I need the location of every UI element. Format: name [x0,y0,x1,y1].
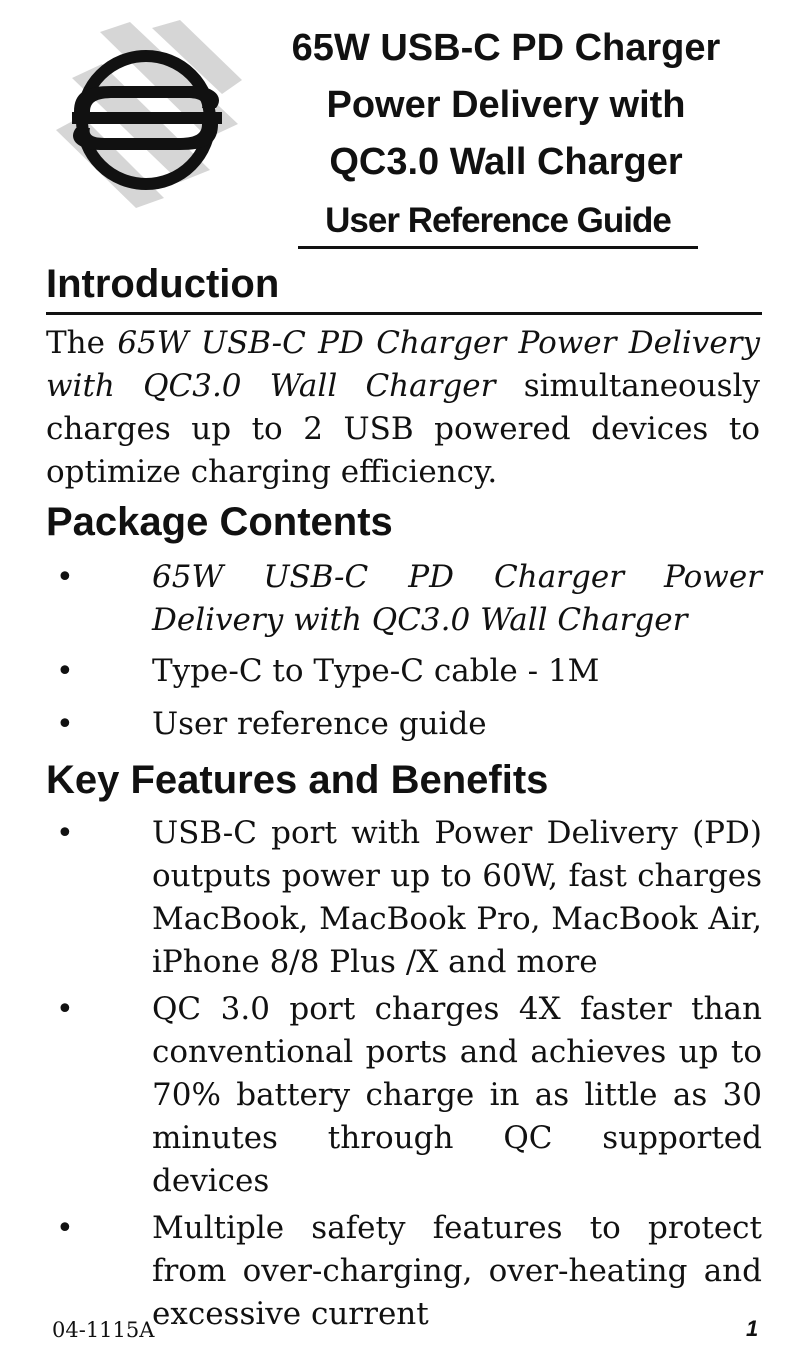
bullet-icon: • [56,560,74,595]
page-number: 1 [746,1316,759,1341]
package-item-text: Type-C to Type-C cable - 1M [152,653,600,689]
list-item [46,556,762,642]
feature-item-text: Multiple safety features to protect from over-charging, over-heating and excessive current [152,1210,762,1332]
bullet-icon: • [56,707,74,742]
title-line-3: QC3.0 Wall Charger [329,141,683,183]
package-contents-list [46,556,762,756]
package-contents-heading: Package Contents [46,500,393,544]
feature-item-text: QC 3.0 port charges 4X faster than conventional ports and achieves up to 70% battery charge in as little as 30 minutes through QC supported devices [152,991,762,1199]
document-title [246,20,766,191]
bullet-icon: • [56,992,74,1027]
list-item [46,703,762,746]
key-features-heading: Key Features and Benefits [46,758,549,802]
introduction-text [46,322,760,494]
introduction-divider [46,312,762,315]
list-item [46,1207,762,1336]
list-item [46,650,762,693]
list-item [46,812,762,984]
logo-bar [72,112,222,124]
brand-logo [52,20,242,210]
intro-product-name: 65W USB-C PD Charger Power Delivery with QC3.0 Wall Charger [46,325,761,404]
title-line-2: Power Delivery with [326,84,686,126]
document-code: 04-1115A [52,1318,155,1342]
bullet-icon: • [56,1211,74,1246]
package-item-text: User reference guide [152,706,487,742]
package-item-text: 65W USB-C PD Charger Power Delivery with QC3.0 Wall Charger [152,559,762,638]
key-features-list [46,812,762,1346]
introduction-heading: Introduction [46,262,280,306]
title-line-1: 65W USB-C PD Charger [291,27,721,69]
intro-suffix: simultaneously charges up to 2 USB powered devices to optimize charging efficiency. [46,368,761,490]
intro-prefix: The [46,325,118,361]
document-subtitle: User Reference Guide [298,196,698,249]
bullet-icon: • [56,654,74,689]
list-item [46,988,762,1203]
feature-item-text: USB-C port with Power Delivery (PD) outputs power up to 60W, fast charges MacBook, MacBook Pro, MacBook Air, iPhone 8/8 Plus /X and more [152,815,762,980]
bullet-icon: • [56,816,74,851]
